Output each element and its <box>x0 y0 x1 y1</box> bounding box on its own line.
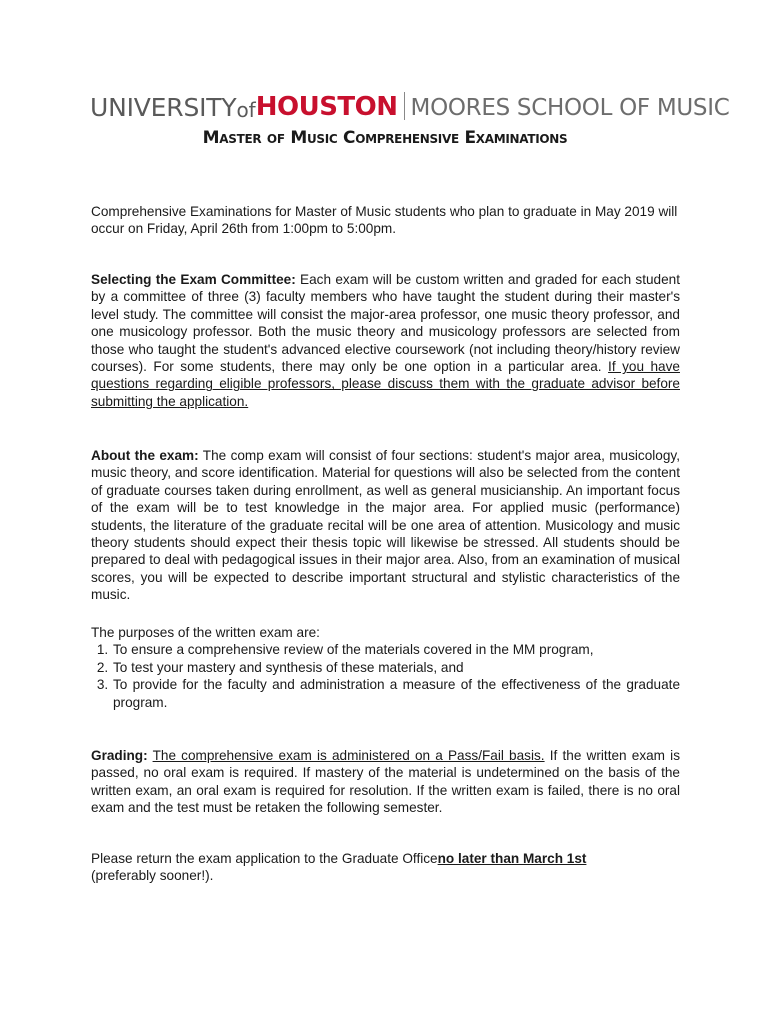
committee-heading: Selecting the Exam Committee: <box>91 272 296 287</box>
grading-heading: Grading: <box>91 748 148 763</box>
committee-body: Each exam will be custom written and graded for each student by a committee of three (3) faculty members who have taught the student during their master's level study. The committee will consist the major-area professor, one music theory professor, and one musicology professor. Both the music theory and musicology professors are selected from those who taught the student's advanced elective coursework (not including theory/history review courses). For some students, there may only be one option in a particular area. <box>91 272 681 375</box>
list-item: 2. To test your mastery and synthesis of these materials, and <box>112 659 680 676</box>
return-body: Please return the exam application to the Graduate Office <box>91 851 438 866</box>
purposes-section <box>91 624 680 711</box>
list-item: 3. To provide for the faculty and administration a measure of the effectiveness of the graduate program. <box>112 676 680 711</box>
letterhead <box>90 92 729 120</box>
intro-paragraph: Comprehensive Examinations for Master of Music students who plan to graduate in May 2019 will occur on Friday, April 26th from 1:00pm to 5:00pm. <box>91 204 678 237</box>
purposes-intro: The purposes of the written exam are: <box>91 625 320 640</box>
page-title: Master of Music Comprehensive Examinations <box>202 128 568 148</box>
grading-basis: The comprehensive exam is administered on a Pass/Fail basis. <box>152 748 545 763</box>
university-of-wordmark: of <box>236 98 256 122</box>
list-item: 1. To ensure a comprehensive review of the materials covered in the MM program, <box>112 641 680 658</box>
grading-body: If the written exam is passed, no oral exam is required. If mastery of the material is undetermined on the basis of the written exam, an oral exam is required for resolution. If the written exam is failed, there is no oral exam and the test must be retaken the following semester. <box>91 748 681 816</box>
about-section <box>91 447 680 604</box>
university-wordmark: UNIVERSITY <box>90 93 237 122</box>
school-name: MOORES SCHOOL OF MUSIC <box>410 95 730 121</box>
about-body: The comp exam will consist of four sections: student's major area, musicology, music theory, and score identification. Material for questions will also be selected from the content of graduate courses taken during enrollment, as well as general musicianship. An important focus of the exam will be to test knowledge in the major area. For applied music (performance) students, the literature of the graduate recital will be one area of attention. Musicology and music theory students should expect their thesis topic will likewise be stressed. All students should be prepared to deal with pedagogical issues in their major area. Also, from an examination of musical scores, you will be expected to describe important structural and stylistic characteristics of the music. <box>91 448 680 603</box>
return-section <box>91 850 680 885</box>
return-deadline: no later than March 1st <box>437 851 587 866</box>
committee-note: If you have questions regarding eligible professors, please discuss them with the graduate advisor before submitting the application. <box>91 359 680 409</box>
grading-section <box>91 747 680 817</box>
houston-wordmark: HOUSTON <box>255 92 398 122</box>
purposes-list <box>91 641 680 711</box>
committee-section <box>91 271 680 410</box>
return-note: (preferably sooner!). <box>91 868 214 884</box>
letterhead-divider <box>404 92 405 120</box>
about-heading: About the exam: <box>91 448 199 463</box>
